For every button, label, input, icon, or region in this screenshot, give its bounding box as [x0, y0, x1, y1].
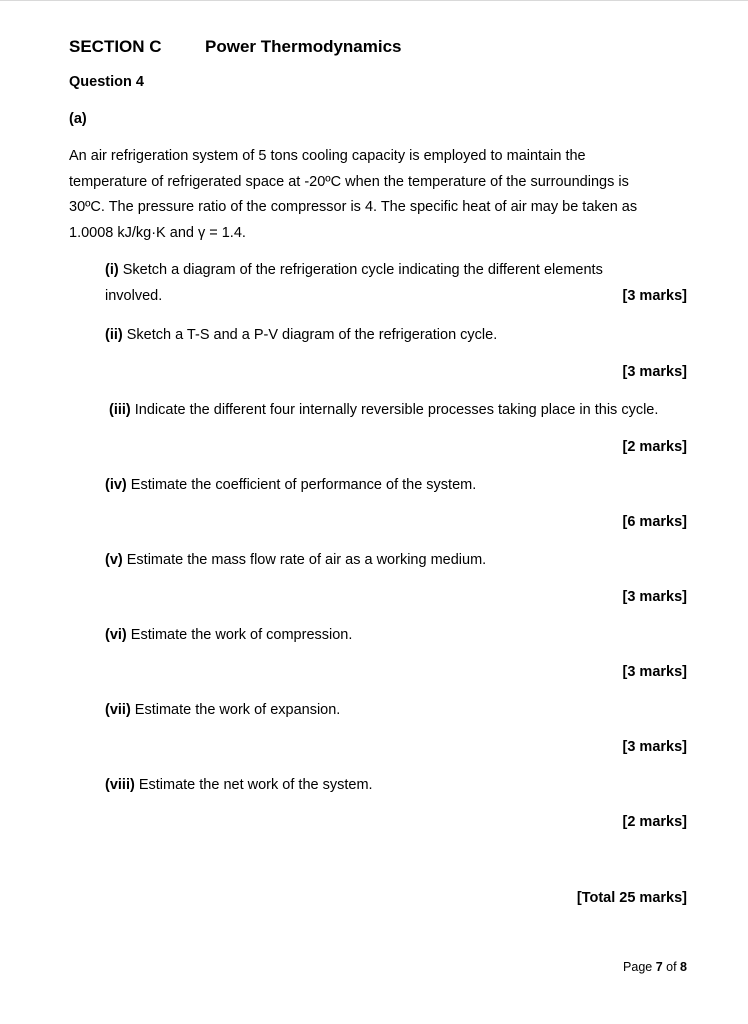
intro-line: 30ºC. The pressure ratio of the compressor is 4. The specific heat of air may be taken as	[69, 199, 638, 215]
subquestion-iv	[105, 477, 476, 493]
subquestion-number: (i)	[105, 262, 119, 278]
subquestion-number: (v)	[105, 552, 123, 568]
subquestion-number: (iv)	[105, 477, 127, 493]
section-subject: Power Thermodynamics	[205, 37, 402, 56]
subquestion-vi	[105, 627, 352, 643]
subquestion-viii	[105, 777, 373, 793]
subquestion-text: Indicate the different four internally reversible processes taking place in this cycle.	[130, 402, 659, 418]
intro-line: An air refrigeration system of 5 tons cooling capacity is employed to maintain the	[69, 148, 586, 164]
subquestion-iii	[109, 402, 658, 418]
marks-v: [3 marks]	[622, 589, 687, 605]
subquestion-text: Estimate the net work of the system.	[134, 777, 373, 793]
subquestion-number: (ii)	[105, 327, 123, 343]
subquestion-text: Estimate the coefficient of performance of the system.	[126, 477, 477, 493]
page-mid: of	[662, 960, 681, 974]
marks-vi: [3 marks]	[622, 664, 687, 680]
subquestion-text: Estimate the mass flow rate of air as a working medium.	[122, 552, 487, 568]
subquestion-number: (viii)	[105, 777, 135, 793]
subquestion-number: (iii)	[109, 402, 131, 418]
page-prefix: Page	[623, 960, 656, 974]
marks-ii: [3 marks]	[622, 364, 687, 380]
subquestion-v	[105, 552, 486, 568]
subquestion-number: (vii)	[105, 702, 131, 718]
page-number	[623, 960, 687, 974]
total-marks: [Total 25 marks]	[576, 890, 687, 906]
marks-viii: [2 marks]	[622, 814, 687, 830]
page-current: 7	[655, 960, 663, 974]
subquestion-text: Sketch a T-S and a P-V diagram of the refrigeration cycle.	[122, 327, 498, 343]
subquestion-text: Estimate the work of expansion.	[130, 702, 341, 718]
subquestion-text: Sketch a diagram of the refrigeration cycle indicating the different elements	[118, 262, 603, 278]
subquestion-i	[105, 262, 603, 278]
subquestion-text: Estimate the work of compression.	[126, 627, 353, 643]
question-intro	[69, 144, 679, 246]
marks-vii: [3 marks]	[622, 739, 687, 755]
marks-i: [3 marks]	[622, 288, 687, 304]
page-top-border	[0, 0, 748, 1]
subquestion-vii	[105, 702, 340, 718]
marks-iii: [2 marks]	[622, 439, 687, 455]
subquestion-i-continuation: involved.	[105, 288, 163, 304]
section-heading: SECTION C	[69, 37, 162, 56]
question-label: Question 4	[69, 74, 144, 90]
marks-iv: [6 marks]	[622, 514, 687, 530]
subquestion-ii	[105, 327, 497, 343]
intro-line: temperature of refrigerated space at -20ºC when the temperature of the surroundings is	[69, 173, 629, 190]
subquestion-number: (vi)	[105, 627, 127, 643]
intro-line: 1.0008 kJ/kg·K and γ = 1.4.	[69, 224, 246, 241]
page-total: 8	[680, 960, 687, 974]
part-label: (a)	[69, 111, 87, 127]
